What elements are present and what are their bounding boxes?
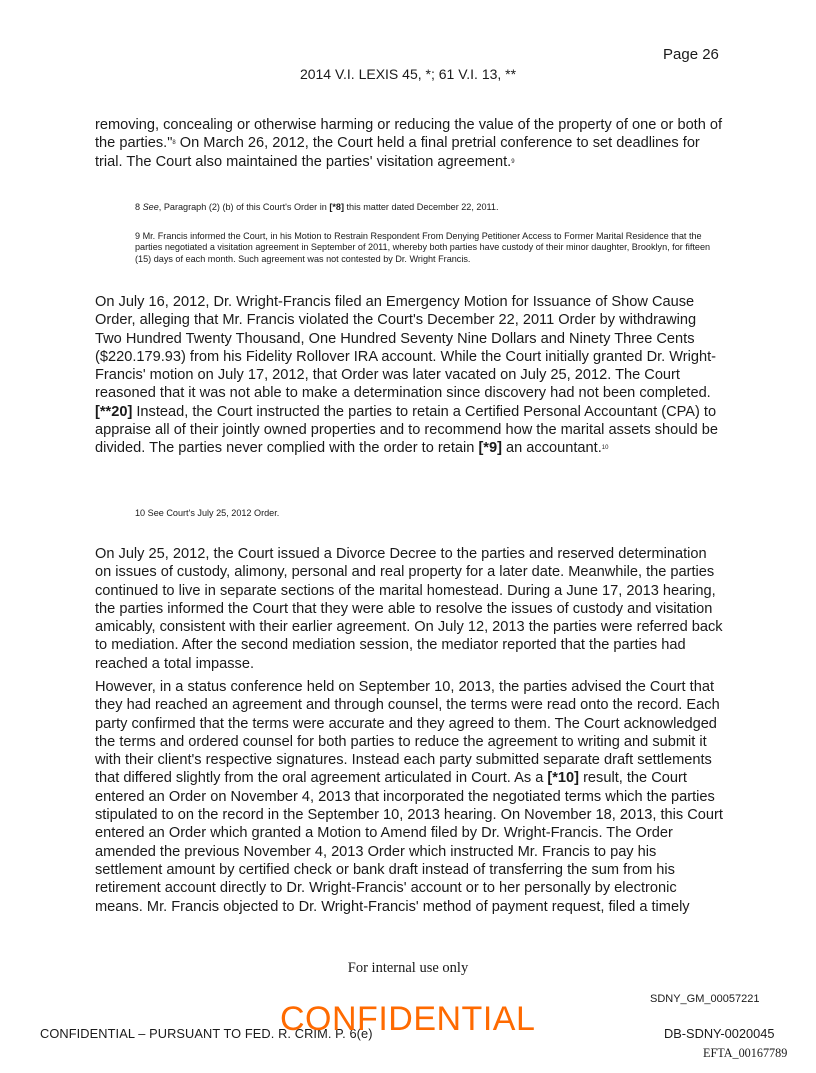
star-page-8: [*8] <box>329 202 344 212</box>
footnote-ref-9[interactable]: 9 <box>511 158 515 165</box>
page-number: Page 26 <box>663 46 719 63</box>
footnote-ref-10[interactable]: 10 <box>601 445 609 452</box>
footnote-8 <box>135 202 725 213</box>
running-citation: 2014 V.I. LEXIS 45, *; 61 V.I. 13, ** <box>299 66 517 82</box>
footnote-8-text-b: this matter dated December 22, 2011. <box>343 202 499 212</box>
confidential-stamp: CONFIDENTIAL <box>280 1000 536 1038</box>
internal-use-notice: For internal use only <box>347 960 469 976</box>
star-page-9: [*9] <box>478 440 502 457</box>
footnote-8-see: See <box>142 202 159 212</box>
bates-number-sdny-gm: SDNY_GM_00057221 <box>650 993 760 1005</box>
paragraph-1 <box>95 116 725 171</box>
paragraph-2-text-c: an accountant. <box>501 440 602 457</box>
star-page-20: [**20] <box>95 403 133 420</box>
paragraph-4-text-a: However, in a status conference held on September 10, 2013, the parties advised the Court that they had reached an agreement and through counsel, the terms were read onto the record. Each party confirmed that the terms were accurate and they agreed to them. The Court acknowledged the terms and ordered counsel for both parties to reduce the agreement to writing and submit it with their client's respective signatures. Instead each party submitted separate draft settlements that differed slightly from the oral agreement articulated in Court. As a <box>95 679 720 787</box>
footnote-10-text: 10 See Court's July 25, 2012 Order. <box>135 508 280 518</box>
footnote-ref-8[interactable]: 8 <box>172 140 176 147</box>
paragraph-3 <box>95 545 725 673</box>
footnote-9 <box>135 231 725 265</box>
footnote-10 <box>135 508 725 519</box>
paragraph-2-text-a: On July 16, 2012, Dr. Wright-Francis filed an Emergency Motion for Issuance of Show Cause Order, alleging that Mr. Francis violated the Court's December 22, 2011 Order by withdrawing Two Hundred Twenty Thousand, One Hundred Seventy Nine Dollars and Ninety Three Cents ($220.179.93) from his Fidelity Rollover IRA account. While the Court initially granted Dr. Wright-Francis' motion on July 17, 2012, that Order was later vacated on July 25, 2012. The Court reasoned that it was not able to make a determination since discovery had not been completed. <box>95 294 717 402</box>
paragraph-1-text-a: removing, concealing or otherwise harming or reducing the value of the property of one or both of the parties." <box>95 117 723 152</box>
star-page-10: [*10] <box>547 770 580 787</box>
paragraph-4 <box>95 678 725 916</box>
efta-number: EFTA_00167789 <box>703 1046 788 1060</box>
footnote-8-text-a: , Paragraph (2) (b) of this Court's Order in <box>158 202 330 212</box>
paragraph-1-text-b: On March 26, 2012, the Court held a final pretrial conference to set deadlines for trial. The Court also maintained the parties' visitation agreement. <box>95 135 700 170</box>
paragraph-4-text-b: result, the Court entered an Order on November 4, 2013 that incorporated the negotiated terms which the parties stipulated to on the record in the September 10, 2013 hearing. On November 18, 2013, this Court entered an Order which granted a Motion to Amend filed by Dr. Wright-Francis. The Order amended the previous November 4, 2013 Order which instructed Mr. Francis to pay his settlement amount by certified check or bank draft instead of transferring the sum from his retirement account directly to Dr. Wright-Francis' account or to her personally by electronic means. Mr. Francis objected to Dr. Wright-Francis' method of payment request, filed a timely <box>95 770 723 915</box>
bates-number-db-sdny: DB-SDNY-0020045 <box>664 1026 775 1041</box>
paragraph-3-text: On July 25, 2012, the Court issued a Divorce Decree to the parties and reserved determination on issues of custody, alimony, personal and real property for a later date. Meanwhile, the parties continued to live in separate sections of the marital homestead. During a June 17, 2013 hearing, the parties informed the Court that they were able to resolve the issues of custody and visitation amicably, consistent with their earlier agreement. On July 12, 2013 the parties were referred back to mediation. After the second mediation session, the mediator reported that the parties had reached a total impasse. <box>95 546 723 672</box>
footnote-9-text: 9 Mr. Francis informed the Court, in his Motion to Restrain Respondent From Denying Petitioner Access to Former Marital Residence that the parties negotiated a visitation agreement in September of 2011, whereby both parties have custody of their minor daughter, Brooklyn, for fifteen (15) days of each month. Such agreement was not contested by Dr. Wright Francis. <box>135 231 711 264</box>
confidentiality-legend: CONFIDENTIAL – PURSUANT TO FED. R. CRIM. P. 6(e) <box>40 1026 373 1041</box>
paragraph-2 <box>95 293 725 458</box>
paragraph-2-text-b: Instead, the Court instructed the parties to retain a Certified Personal Accountant (CPA) to appraise all of their jointly owned properties and to recommend how the marital assets should be divided. The parties never complied with the order to retain <box>95 403 719 457</box>
footnote-8-num: 8 <box>135 202 143 212</box>
